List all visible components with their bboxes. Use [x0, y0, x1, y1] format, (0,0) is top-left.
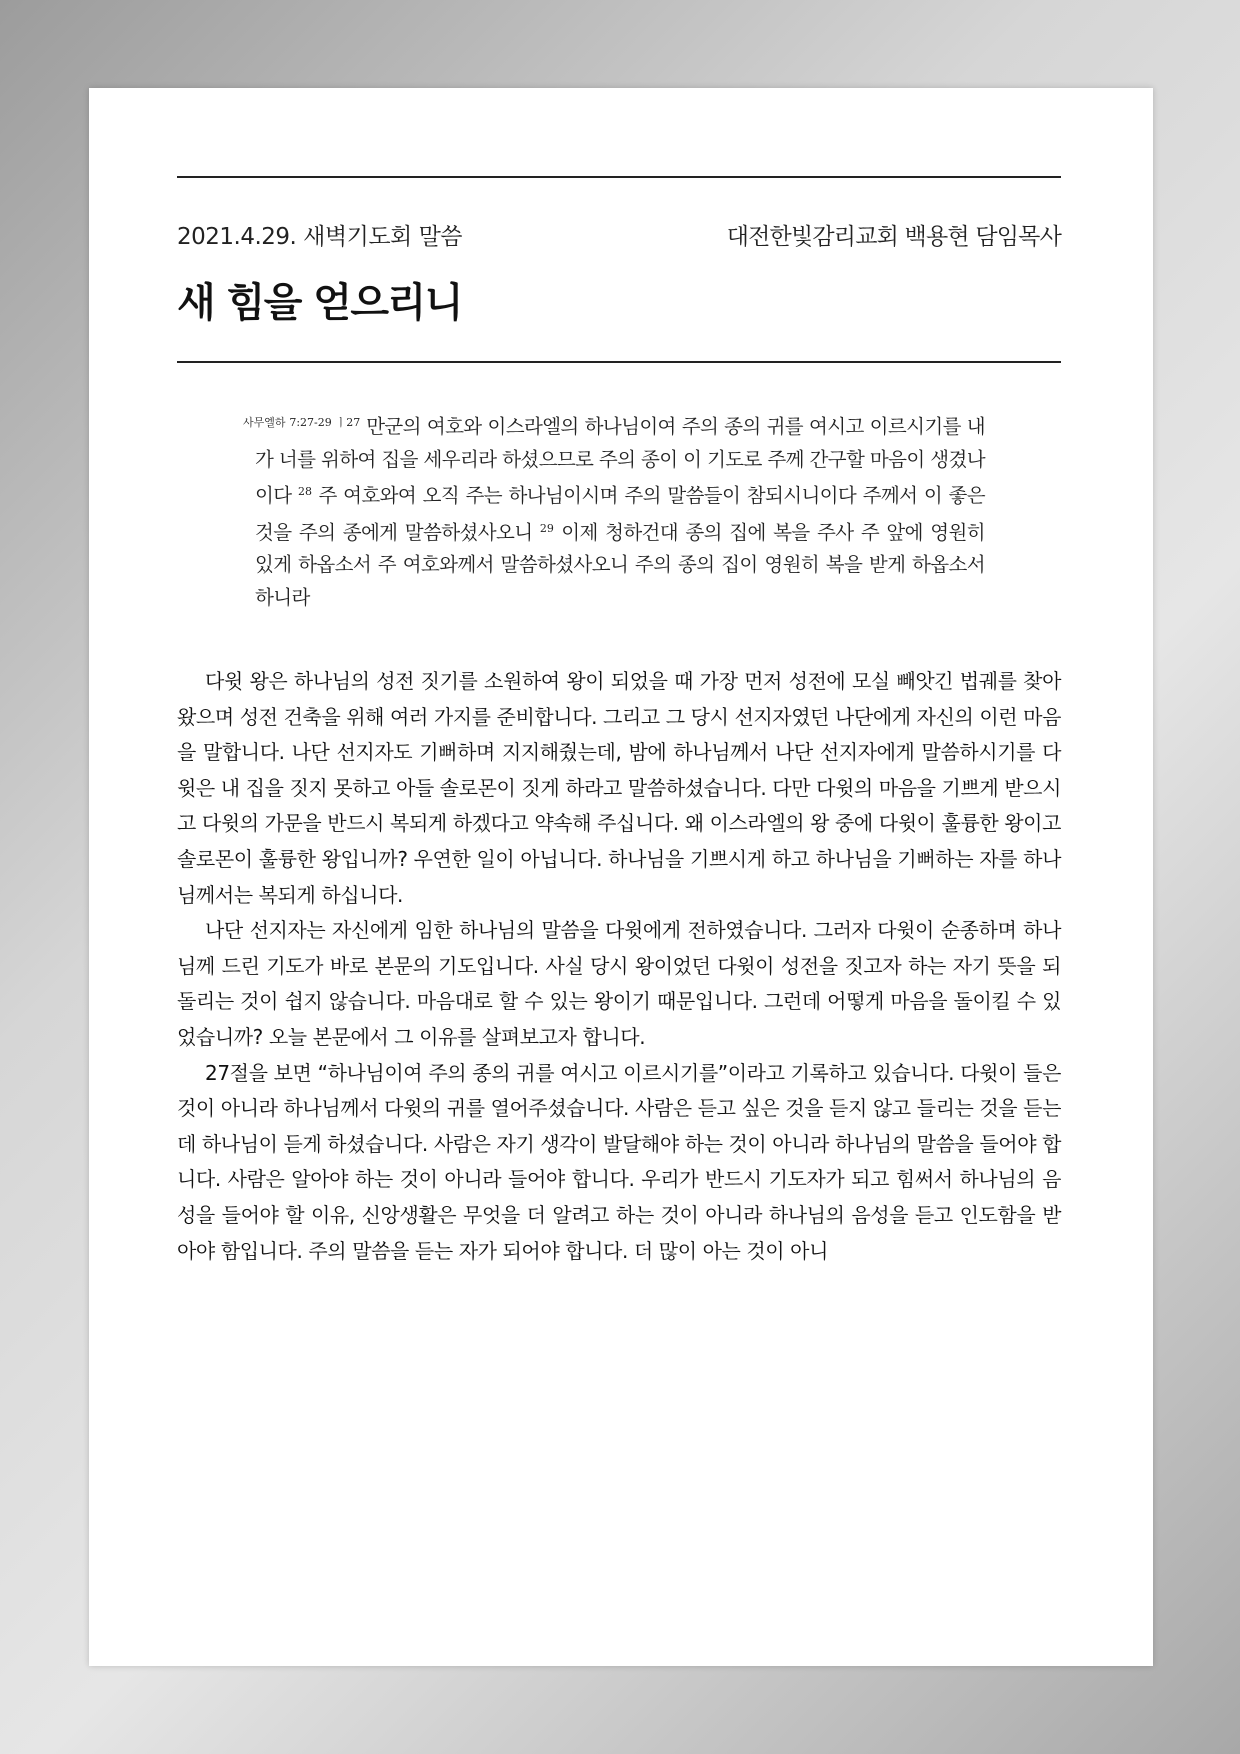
body-paragraph: 나단 선지자는 자신에게 임한 하나님의 말씀을 다윗에게 전하였습니다. 그러자 다윗이 순종하며 하나님께 드린 기도가 바로 본문의 기도입니다. 사실 당시 왕이었던 다윗이 성전을 짓고자 하는 자기 뜻을 되돌리는 것이 쉽지 않습니다. 마음대로 할 수 있는 왕이기 때문입니다. 그런데 어떻게 마음을 돌이킬 수 있었습니까? 오늘 본문에서 그 이유를 살펴보고자 합니다. [177, 918, 1061, 1049]
scripture-passage [243, 407, 985, 614]
sermon-meta [177, 218, 1061, 251]
verse-text: 만군의 여호와 이스라엘의 하나님이여 주의 종의 귀를 여시고 이르시기를 내가 너를 위하여 집을 세우리라 하셨으므로 주의 종이 이 기도로 주께 간구할 마음이 생겼나이다 [255, 415, 985, 507]
sermon-date: 2021.4.29. 새벽기도회 말씀 [177, 224, 463, 250]
verse-number: 28 [297, 485, 312, 498]
scripture-reference: 사무엘하 7:27-29 ㅣ [243, 416, 347, 429]
body-paragraph: 다윗 왕은 하나님의 성전 짓기를 소원하여 왕이 되었을 때 가장 먼저 성전에 모실 빼앗긴 법궤를 찾아왔으며 성전 건축을 위해 여러 가지를 준비합니다. 그리고 그 당시 선지자였던 나단에게 자신의 이런 마음을 말합니다. 나단 선지자도 기뻐하며 지지해줬는데, 밤에 하나님께서 나단 선지자에게 말씀하시기를 다윗은 내 집을 짓지 못하고 아들 솔로몬이 짓게 하라고 말씀하셨습니다. 다만 다윗의 마음을 기쁘게 받으시고 다윗의 가문을 반드시 복되게 하겠다고 약속해 주십니다. 왜 이스라엘의 왕 중에 다윗이 훌륭한 왕이고 솔로몬이 훌륭한 왕입니까? 우연한 일이 아닙니다. 하나님을 기쁘시게 하고 하나님을 기뻐하는 자를 하나님께서는 복되게 하십니다. [177, 669, 1062, 907]
sermon-body [177, 664, 1061, 1269]
document-page [89, 88, 1153, 1666]
top-rule [177, 176, 1061, 178]
verse-text: 이제 청하건대 종의 집에 복을 주사 주 앞에 영원히 있게 하옵소서 주 여호와께서 말씀하셨사오니 주의 종의 집이 영원히 복을 받게 하옵소서 하니라 [255, 520, 985, 609]
sermon-title: 새 힘을 얻으리니 [177, 280, 462, 326]
body-paragraph: 27절을 보면 “하나님이여 주의 종의 귀를 여시고 이르시기를”이라고 기록하고 있습니다. 다윗이 들은 것이 아니라 하나님께서 다윗의 귀를 열어주셨습니다. 사람은 듣고 싶은 것을 듣지 않고 들리는 것을 듣는데 하나님이 듣게 하셨습니다. 사람은 자기 생각이 발달해야 하는 것이 아니라 하나님의 말씀을 들어야 합니다. 사람은 알아야 하는 것이 아니라 들어야 합니다. 우리가 반드시 기도자가 되고 힘써서 하나님의 음성을 들어야 할 이유, 신앙생활은 무엇을 더 알려고 하는 것이 아니라 하나님의 음성을 듣고 인도함을 받아야 함입니다. 주의 말씀을 듣는 자가 되어야 합니다. 더 많이 아는 것이 아니 [177, 1060, 1062, 1263]
verse-number: 29 [539, 521, 554, 535]
verse-text: 주 여호와여 오직 주는 하나님이시며 주의 말씀들이 참되시니이다 주께서 이 좋은 것을 주의 종에게 말씀하셨사오니 [255, 484, 985, 544]
verse-number: 27 [346, 416, 361, 429]
page-content [177, 176, 1061, 1269]
title-rule [177, 361, 1061, 363]
church-pastor: 대전한빛감리교회 백용현 담임목사 [726, 224, 1061, 250]
